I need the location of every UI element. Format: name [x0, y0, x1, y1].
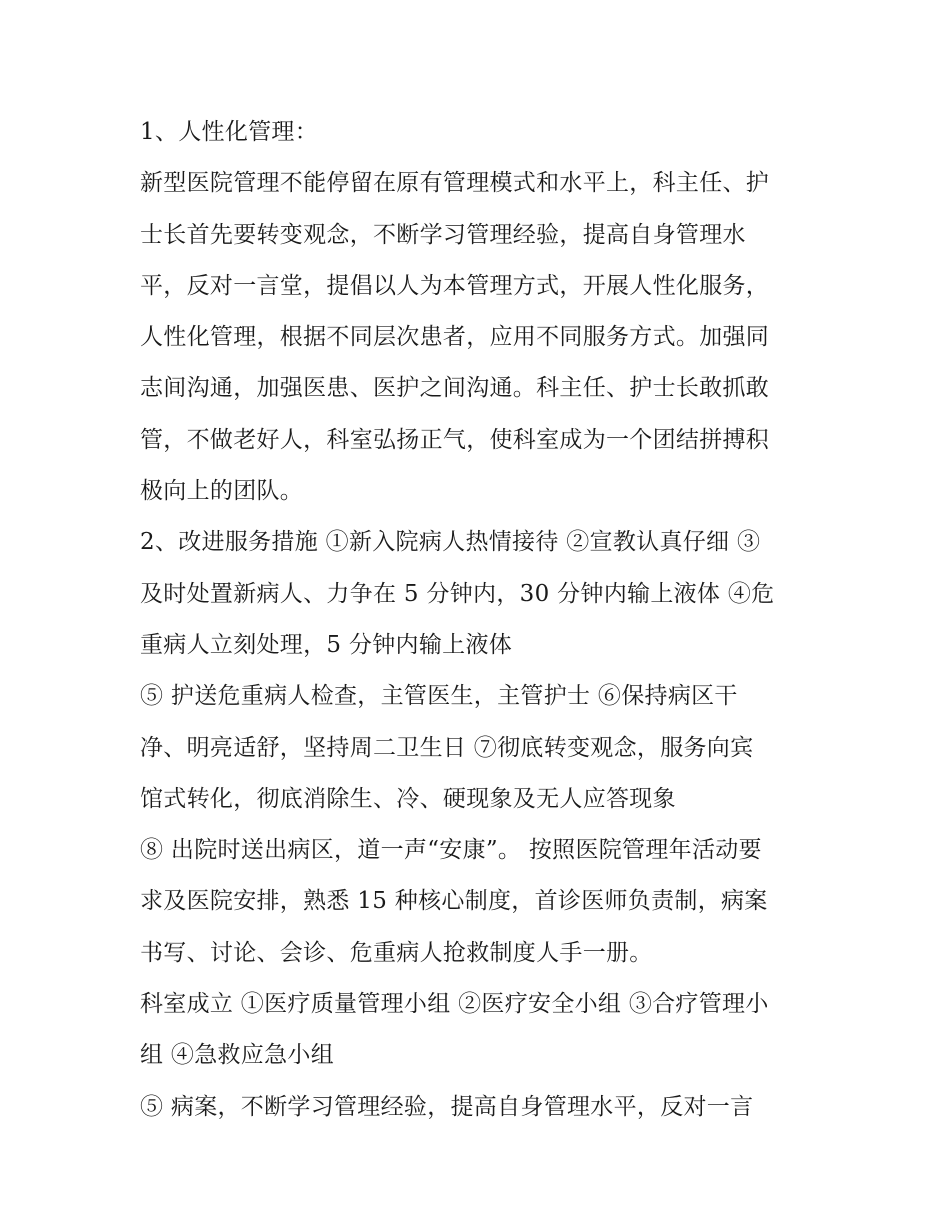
paragraph-line: 平，反对一言堂，提倡以人为本管理方式，开展人性化服务，: [140, 272, 770, 299]
paragraph-line: ⑤ 病案，不断学习管理经验，提高自身管理水平，反对一言: [140, 1093, 754, 1120]
paragraph-line: 净、明亮适舒，坚持周二卫生日 ⑦彻底转变观念，服务向宾: [140, 734, 754, 761]
paragraph-line: 志间沟通，加强医患、医护之间沟通。科主任、护士长敢抓敢: [140, 375, 770, 402]
paragraph-line: 科室成立 ①医疗质量管理小组 ②医疗安全小组 ③合疗管理小: [140, 991, 769, 1018]
document-body: [140, 107, 820, 1133]
paragraph-line: 书写、讨论、会诊、危重病人抢救制度人手一册。: [140, 939, 653, 966]
paragraph-line: 及时处置新病人、力争在 5 分钟内，30 分钟内输上液体 ④危: [140, 580, 775, 607]
paragraph-line: ⑤ 护送危重病人检查，主管医生，主管护士 ⑥保持病区干: [140, 683, 738, 710]
heading-humanized-management: 1、人性化管理：: [140, 119, 319, 145]
paragraph-line: 新型医院管理不能停留在原有管理模式和水平上，科主任、护: [140, 170, 770, 197]
paragraph-line: ⑧ 出院时送出病区，道一声“安康”。 按照医院管理年活动要: [140, 837, 762, 864]
paragraph-line: 极向上的团队。: [140, 478, 304, 505]
paragraph-line: 人性化管理，根据不同层次患者，应用不同服务方式。加强同: [140, 324, 770, 351]
paragraph-line: 重病人立刻处理，5 分钟内输上液体: [140, 631, 513, 658]
heading-service-measures: 2、改进服务措施 ①新入院病人热情接待 ②宣教认真仔细 ③: [140, 529, 761, 556]
paragraph-line: 组 ④急救应急小组: [140, 1042, 335, 1069]
paragraph-line: 馆式转化，彻底消除生、冷、硬现象及无人应答现象: [140, 785, 676, 812]
paragraph-line: 求及医院安排，熟悉 15 种核心制度，首诊医师负责制，病案: [140, 888, 768, 915]
paragraph-line: 管，不做老好人，科室弘扬正气，使科室成为一个团结拼搏积: [140, 426, 770, 453]
paragraph-line: 士长首先要转变观念，不断学习管理经验，提高自身管理水: [140, 221, 746, 248]
